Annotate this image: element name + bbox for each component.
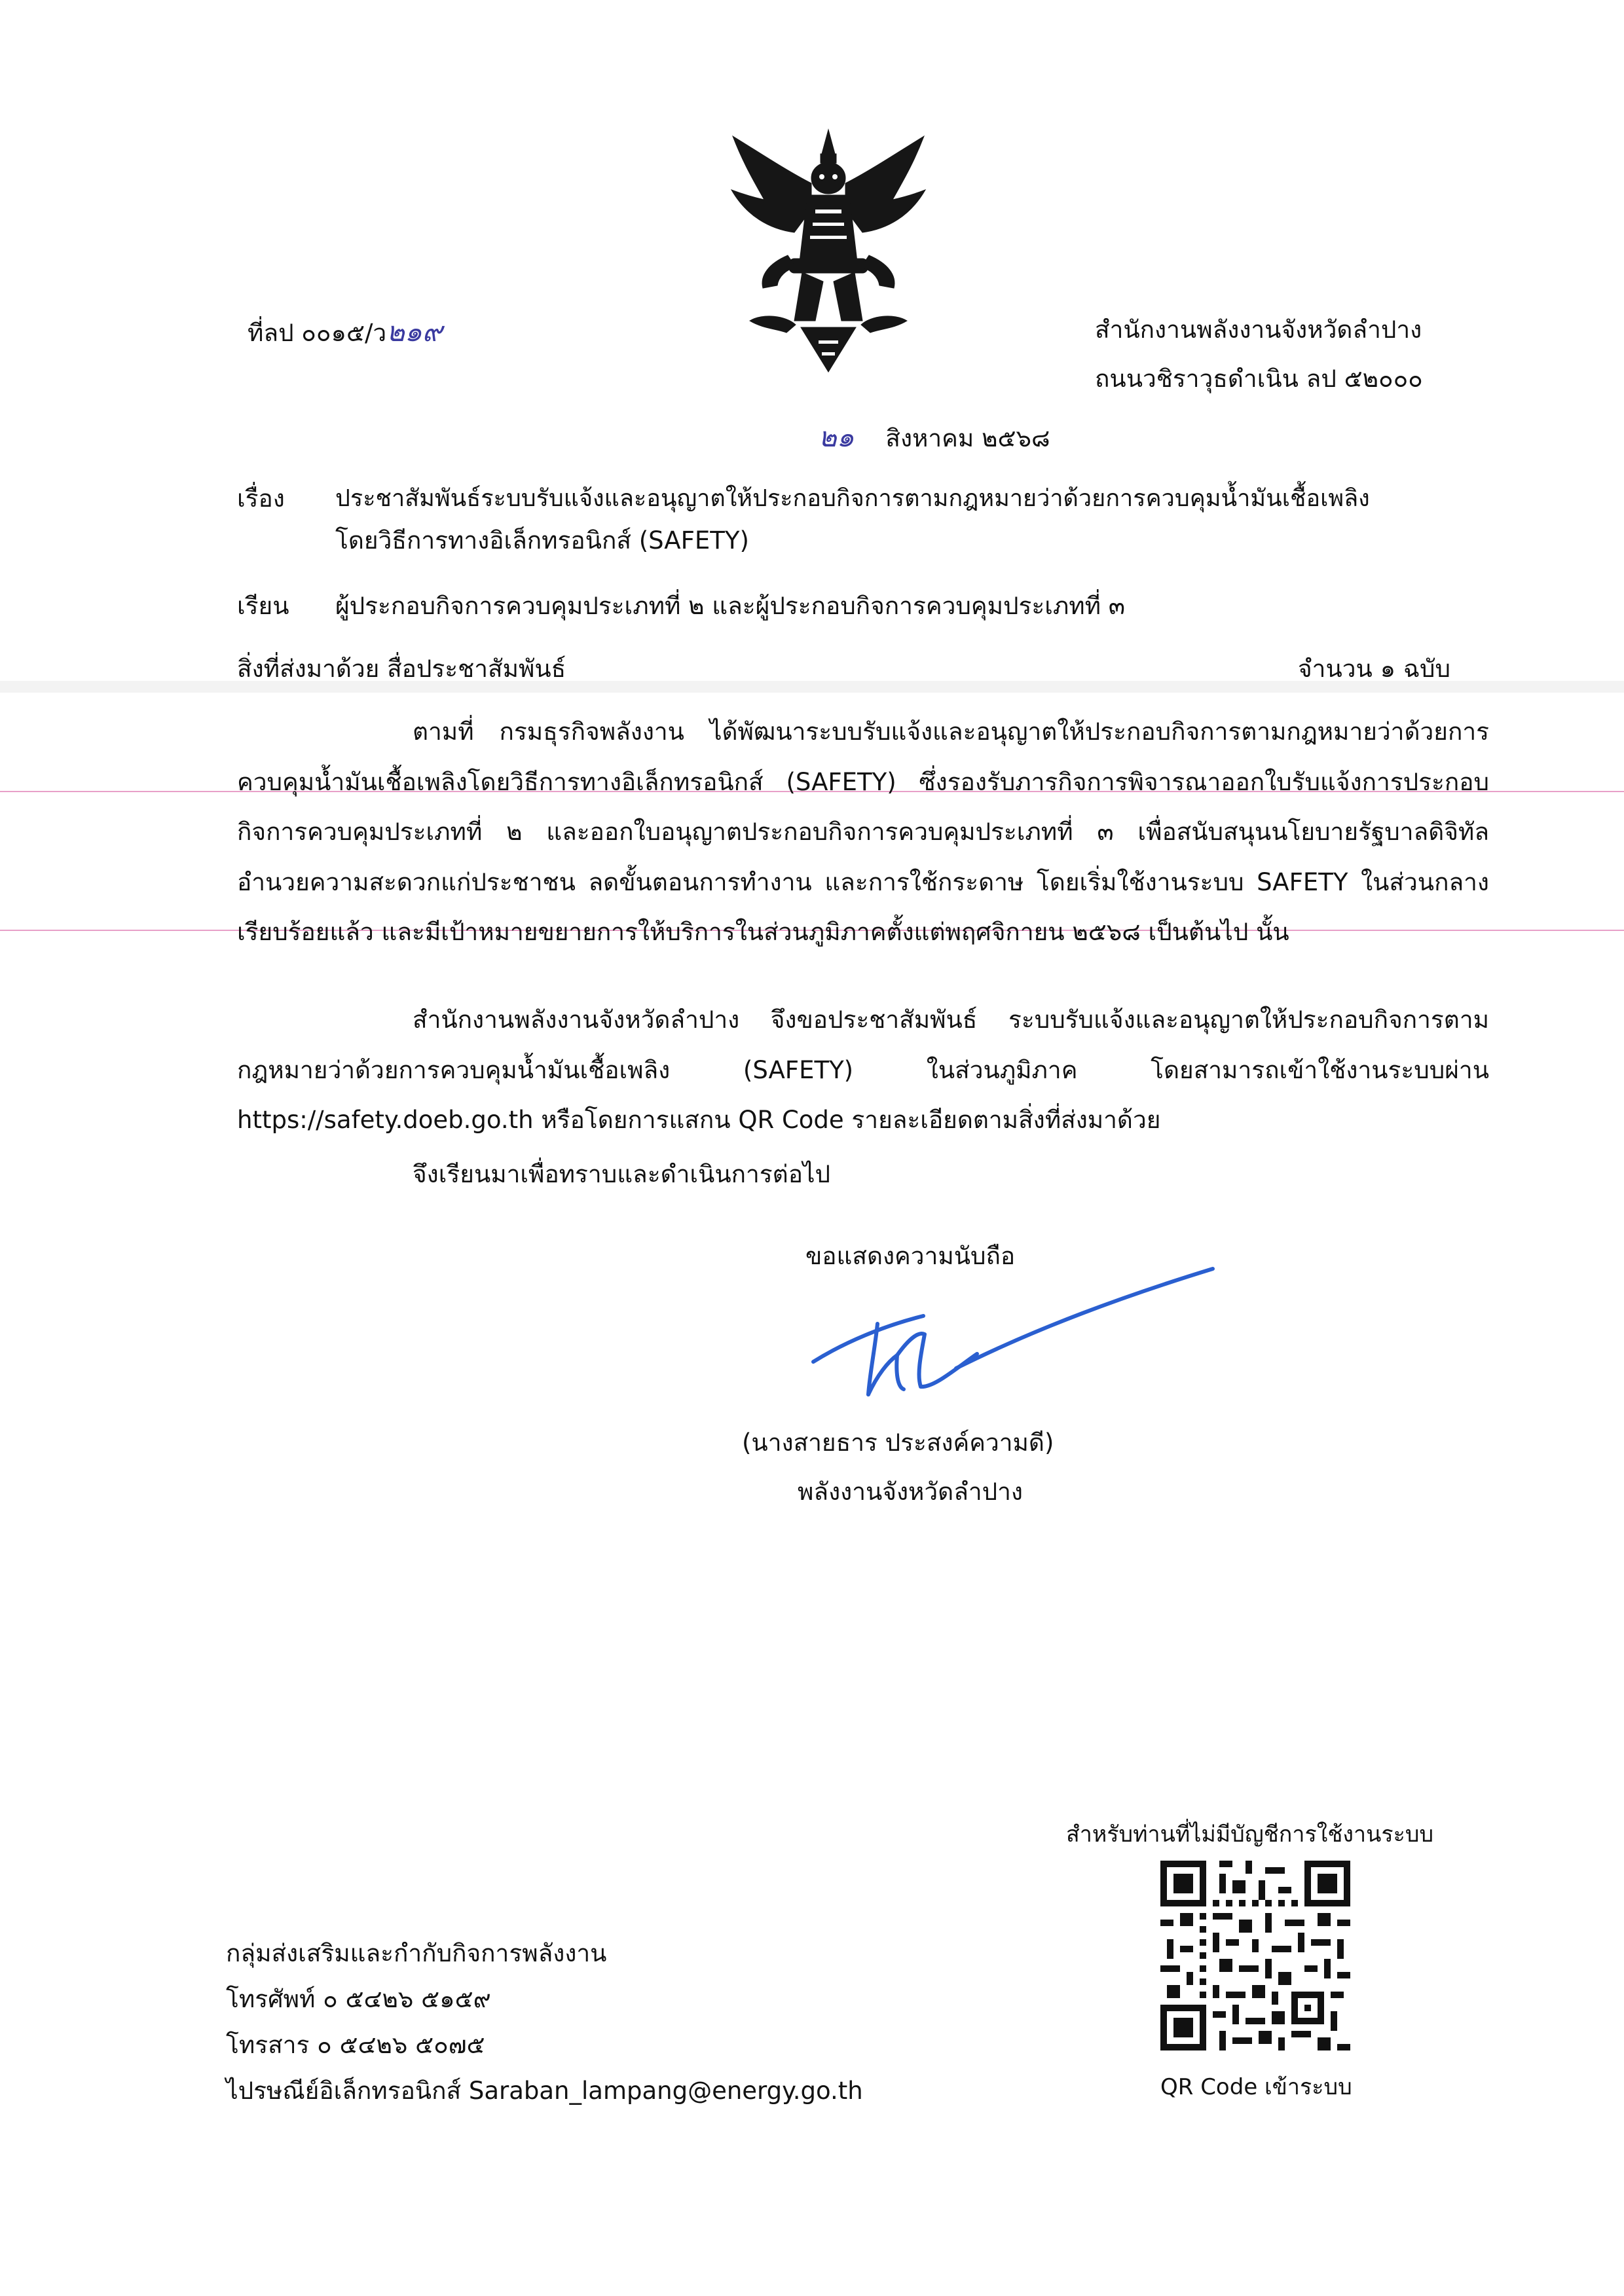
footer-fax: โทรสาร ๐ ๕๔๒๖ ๕๐๗๕ bbox=[226, 2031, 485, 2059]
qr-caption-bottom: QR Code เข้าระบบ bbox=[1160, 2074, 1352, 2100]
handwritten-reference-number: ๒๑๙ bbox=[386, 316, 443, 348]
reference-label: ที่ลป ๐๐๑๕/ว bbox=[248, 319, 387, 347]
document-date bbox=[819, 421, 1050, 454]
handwritten-date-day: ๒๑ bbox=[819, 421, 855, 453]
subject-line-2: โดยวิธีการทางอิเล็กทรอนิกส์ (SAFETY) bbox=[335, 526, 749, 555]
handwritten-signature bbox=[805, 1264, 1225, 1408]
subject-line-1: ประชาสัมพันธ์ระบบรับแจ้งและอนุญาตให้ประกอบกิจการตามกฎหมายว่าด้วยการควบคุมน้ำมันเชื้อเพลิง bbox=[335, 485, 1370, 512]
signatory-name: (นางสายธาร ประสงค์ความดี) bbox=[742, 1429, 1054, 1457]
footer-department: กลุ่มส่งเสริมและกำกับกิจการพลังงาน bbox=[226, 1939, 607, 1967]
footer-phone: โทรศัพท์ ๐ ๕๔๒๖ ๕๑๕๙ bbox=[226, 1985, 491, 2013]
body-paragraph-1: ตามที่ กรมธุรกิจพลังงาน ได้พัฒนาระบบรับแจ้งและอนุญาตให้ประกอบกิจการตามกฎหมายว่าด้วยการควบคุมน้ำมันเชื้อเพลิงโดยวิธีการทางอิเล็กทรอนิกส์ (SAFETY) ซึ่งรองรับภารกิจการพิจารณาออกใบรับแจ้งการประกอบกิจการควบคุมประเภทที่ ๒ และออกใบอนุญาตประกอบกิจการควบคุมประเภทที่ ๓ เพื่อสนับสนุนนโยบายรัฐบาลดิจิทัล อำนวยความสะดวกแก่ประชาชน ลดขั้นตอนการทำงาน และการใช้กระดาษ โดยเริ่มใช้งานระบบ SAFETY ในส่วนกลางเรียบร้อยแล้ว และมีเป้าหมายขยายการให้บริการในส่วนภูมิภาคตั้งแต่พฤศจิกายน ๒๕๖๘ เป็นต้นไป นั้น bbox=[237, 718, 1489, 946]
office-name: สำนักงานพลังงานจังหวัดลำปาง bbox=[1095, 316, 1422, 344]
document-reference bbox=[248, 316, 442, 348]
office-address: ถนนวชิราวุธดำเนิน ลป ๕๒๐๐๐ bbox=[1095, 365, 1423, 393]
date-month-year: สิงหาคม ๒๕๖๘ bbox=[885, 424, 1050, 452]
signatory-title: พลังงานจังหวัดลำปาง bbox=[798, 1478, 1023, 1506]
enclosure-label: สิ่งที่ส่งมาด้วย สื่อประชาสัมพันธ์ bbox=[237, 655, 566, 683]
footer-email[interactable]: ไปรษณีย์อิเล็กทรอนิกส์ Saraban_lampang@energy.go.th bbox=[226, 2077, 863, 2105]
recipient-text: ผู้ประกอบกิจการควบคุมประเภทที่ ๒ และผู้ประกอบกิจการควบคุมประเภทที่ ๓ bbox=[335, 592, 1126, 620]
qr-code-icon[interactable] bbox=[1160, 1861, 1350, 2050]
enclosure-count: จำนวน ๑ ฉบับ bbox=[1298, 655, 1451, 683]
subject-label: เรื่อง bbox=[237, 484, 285, 513]
recipient-label: เรียน bbox=[237, 592, 289, 620]
garuda-emblem-icon bbox=[724, 124, 933, 373]
closing-salutation: ขอแสดงความนับถือ bbox=[805, 1242, 1016, 1270]
closing-sentence: จึงเรียนมาเพื่อทราบและดำเนินการต่อไป bbox=[413, 1160, 831, 1188]
body-paragraph-2: สำนักงานพลังงานจังหวัดลำปาง จึงขอประชาสัมพันธ์ ระบบรับแจ้งและอนุญาตให้ประกอบกิจการตามกฎหมายว่าด้วยการควบคุมน้ำมันเชื้อเพลิง (SAFETY) ในส่วนภูมิภาค โดยสามารถเข้าใช้งานระบบผ่าน https://safety.doeb.go.th หรือโดยการแสกน QR Code รายละเอียดตามสิ่งที่ส่งมาด้วย bbox=[237, 1006, 1489, 1134]
qr-caption-top: สำหรับท่านที่ไม่มีบัญชีการใช้งานระบบ bbox=[1066, 1821, 1434, 1848]
